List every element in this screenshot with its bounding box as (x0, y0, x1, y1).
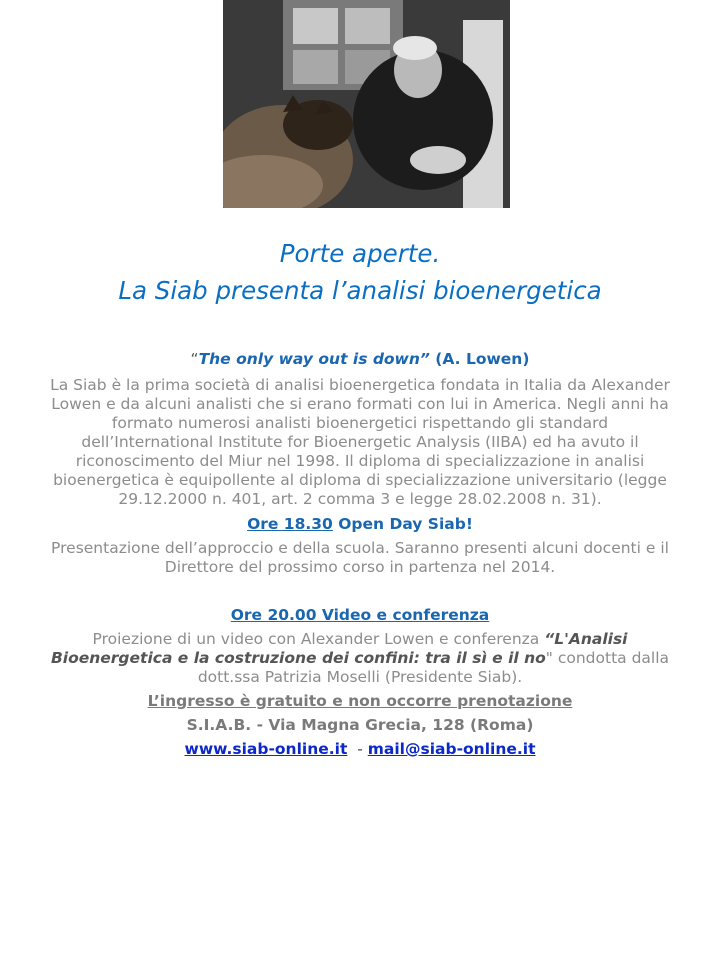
quote-text: The only way out is down” (198, 350, 430, 368)
openday-line: Presentazione dell’approccio e della scuola. Saranno presenti alcuni docenti e il (51, 539, 669, 557)
intro-line: riconoscimento del Miur nel 1998. Il diploma di specializzazione in analisi (75, 452, 645, 470)
conference-line3: dott.ssa Patrizia Moselli (Presidente Siab). (197, 668, 523, 686)
conference-heading-text: Ore 20.00 Video e conferenza (230, 606, 490, 624)
header-photo (223, 0, 510, 208)
intro-line: Lowen e da alcuni analisti che si erano formati con lui in America. Negli anni ha (51, 395, 669, 413)
quote-open-mark: “ (190, 350, 199, 368)
intro-line: La Siab è la prima società di analisi bioenergetica fondata in Italia da Alexander (50, 376, 670, 394)
intro-line: dell’International Institute for Bioenergetic Analysis (IIBA) ed ha avuto il (81, 433, 639, 451)
conference-line1 (36, 630, 684, 649)
openday-heading (36, 515, 684, 534)
openday-time: Ore 18.30 (247, 515, 333, 533)
conference-title-part2: Bioenergetica e la costruzione dei confini: tra il sì e il no (50, 649, 546, 667)
conference-heading (36, 606, 684, 625)
page-title-line1: Porte aperte. (279, 239, 441, 268)
conference-title-part1: “L'Analisi (544, 630, 628, 648)
conference-line1-pre: Proiezione di un video con Alexander Lowen e conferenza (92, 630, 545, 648)
email-link[interactable]: mail@siab-online.it (367, 740, 536, 758)
conference-line2-post: " condotta dalla (545, 649, 670, 667)
conference-line2 (36, 649, 684, 668)
intro-line: bioenergetica è equipollente al diploma di specializzazione universitario (legge (53, 471, 667, 489)
intro-line: 29.12.2000 n. 401, art. 2 comma 3 e legge 28.02.2008 n. 31). (118, 490, 602, 508)
website-link[interactable]: www.siab-online.it (184, 740, 348, 758)
free-entry-note: L’ingresso è gratuito e non occorre prenotazione (147, 692, 573, 710)
intro-line: formato numerosi analisti bioenergetici rispettando gli standard (111, 414, 609, 432)
links-separator: - (347, 740, 368, 758)
openday-description (36, 539, 684, 577)
openday-label: Open Day Siab! (332, 515, 473, 533)
intro-paragraph (36, 376, 684, 509)
address: S.I.A.B. - Via Magna Grecia, 128 (Roma) (186, 716, 534, 734)
quote (36, 350, 684, 369)
contact-links (36, 740, 684, 759)
quote-author: (A. Lowen) (429, 350, 530, 368)
photo-man-with-dog-icon (223, 0, 510, 208)
page-title-line2: La Siab presenta l’analisi bioenergetica (118, 276, 602, 305)
conference-description (36, 630, 684, 687)
openday-line: Direttore del prossimo corso in partenza nel 2014. (164, 558, 556, 576)
